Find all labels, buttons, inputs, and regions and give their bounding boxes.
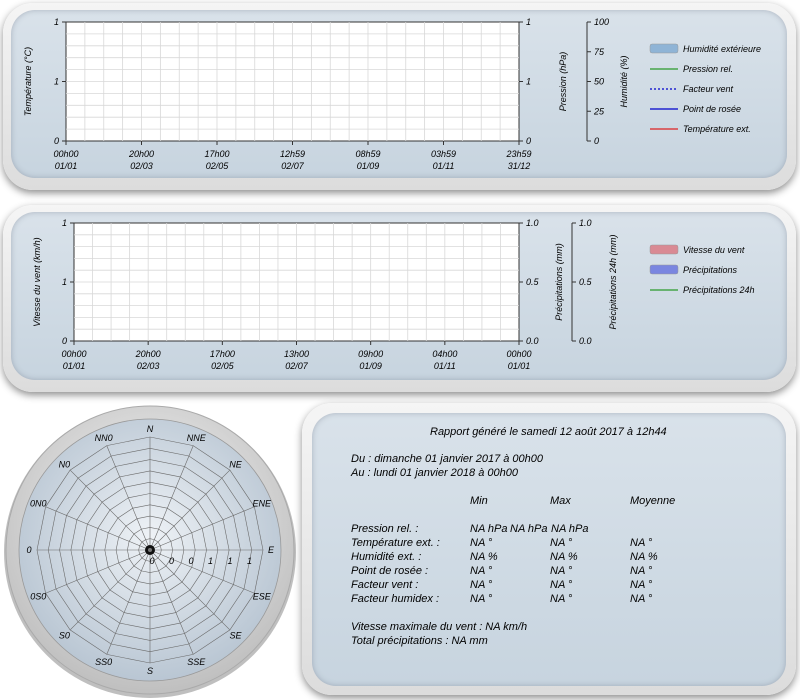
report-header-min: Min [470, 495, 488, 507]
rose-direction-label: N [146, 424, 154, 434]
report-row-max: NA ° [550, 565, 573, 577]
y-left-axis-title: Vitesse du vent (km/h) [32, 237, 42, 327]
rose-direction-label: E [267, 545, 275, 555]
x-tick-label-date: 02/05 [205, 161, 229, 171]
report-row-avg: NA % [630, 551, 658, 563]
legend-label: Précipitations 24h [683, 285, 755, 295]
rose-radial-tick-label: 0 [188, 556, 194, 566]
report-row-avg: NA ° [630, 565, 653, 577]
report-rain-total: Total précipitations : NA mm [351, 635, 488, 647]
x-tick-label-time: 00h00 [61, 349, 87, 359]
rose-direction-label: SS0 [95, 656, 113, 667]
rose-radial-tick-label: 0 [149, 556, 155, 566]
report-row-max: NA ° [550, 593, 573, 605]
rose-radial-tick-label: 0 [168, 556, 175, 566]
report-row-avg: NA ° [630, 537, 653, 549]
x-tick-label-time: 00h00 [506, 349, 532, 359]
x-tick-label-date: 01/01 [507, 361, 531, 371]
legend-label: Pression rel. [683, 64, 734, 74]
legend-label: Facteur vent [683, 84, 734, 94]
x-tick-label-date: 01/01 [54, 161, 78, 171]
x-tick-label-date: 01/09 [359, 361, 382, 371]
report-row-min: NA ° [470, 579, 493, 591]
rose-direction-label: SE [229, 630, 242, 641]
rose-direction-label: 0N0 [29, 498, 47, 509]
report-row-max: NA ° [550, 537, 573, 549]
x-tick-label-time: 03h59 [430, 149, 457, 159]
y-right1-axis-title: Pression (hPa) [558, 51, 568, 112]
x-tick-label-date: 02/07 [281, 161, 304, 171]
report-row-min: NA % [470, 551, 498, 563]
x-tick-label-time: 23h59 [506, 149, 532, 159]
x-tick-label-date: 01/11 [433, 361, 456, 371]
rose-radial-tick-label: 1 [227, 556, 233, 566]
rose-direction-label: SSE [187, 656, 206, 667]
x-tick-label-time: 20h00 [128, 149, 155, 159]
x-tick-label-date: 01/09 [356, 161, 380, 171]
report-period-from: Du : dimanche 01 janvier 2017 à 00h00 [351, 453, 544, 465]
x-tick-label-time: 04h00 [432, 349, 458, 359]
x-tick-label-date: 31/12 [507, 161, 531, 171]
y-right2-tick-label: 1.0 [579, 218, 592, 228]
report-row-max: NA % [550, 551, 578, 563]
report-row-avg: NA ° [630, 579, 653, 591]
y-right2-tick-label: 100 [594, 17, 610, 27]
x-tick-label-time: 17h00 [204, 149, 230, 159]
y-left-tick-label: 0 [53, 136, 59, 146]
report-row-label: Facteur humidex : [351, 593, 440, 605]
y-right2-tick-label: 75 [594, 46, 605, 57]
y-right1-tick-label: 0 [526, 136, 532, 146]
y-right2-tick-label: 0.5 [579, 277, 592, 287]
y-right1-tick-label: 1 [526, 76, 532, 87]
rose-direction-label: NN0 [94, 433, 113, 444]
x-tick-label-date: 02/03 [136, 361, 160, 371]
legend-label: Précipitations [683, 265, 738, 275]
report-row-min: NA ° [470, 537, 493, 549]
legend-label: Vitesse du vent [683, 245, 745, 255]
x-tick-label-time: 13h00 [283, 349, 310, 359]
y-right2-tick-label: 0.0 [579, 336, 592, 346]
y-left-axis-title: Température (°C) [23, 46, 33, 117]
x-tick-label-time: 00h00 [53, 149, 79, 159]
x-tick-label-time: 08h59 [355, 149, 381, 159]
report-row-label: Température ext. : [351, 537, 440, 549]
y-left-tick-label: 1 [61, 277, 67, 287]
y-right2-axis-title: Précipitations 24h (mm) [608, 234, 618, 330]
report-row-avg: NA ° [630, 593, 653, 605]
report-row-max: NA hPa [510, 523, 548, 535]
report-row-label: Humidité ext. : [351, 551, 422, 563]
report-header-avg: Moyenne [630, 495, 676, 507]
rose-radial-tick-label: 1 [207, 556, 214, 566]
report-row-min: NA hPa [470, 523, 508, 535]
y-left-tick-label: 1 [61, 218, 67, 228]
rose-radial-tick-label: 1 [246, 556, 253, 566]
y-right2-axis-title: Humidité (%) [619, 55, 629, 108]
rose-direction-label: S0 [58, 630, 70, 641]
y-right1-tick-label: 0.0 [526, 336, 539, 346]
x-tick-label-date: 02/05 [211, 361, 234, 371]
y-right2-tick-label: 0 [594, 136, 600, 146]
y-left-tick-label: 1 [53, 17, 59, 27]
x-tick-label-time: 20h00 [135, 349, 161, 359]
report-row-label: Facteur vent : [351, 579, 419, 591]
x-tick-label-date: 02/03 [130, 161, 153, 171]
y-right1-tick-label: 0.5 [526, 277, 539, 287]
rose-direction-label: ESE [252, 591, 271, 602]
legend-label: Température ext. [683, 124, 751, 134]
rose-direction-label: 0 [26, 545, 32, 555]
report-row-min: NA ° [470, 565, 493, 577]
y-right1-tick-label: 1.0 [526, 218, 539, 228]
x-tick-label-time: 17h00 [209, 349, 235, 359]
legend-label: Point de rosée [683, 104, 742, 114]
x-tick-label-time: 09h00 [358, 349, 384, 359]
rose-direction-label: NNE [186, 433, 206, 444]
report-header-max: Max [550, 495, 571, 507]
report-title: Rapport généré le samedi 12 août 2017 à 12h44 [430, 426, 667, 438]
rose-direction-label: NE [229, 459, 242, 470]
x-tick-label-date: 01/11 [432, 161, 455, 171]
report-row-max: NA ° [550, 579, 573, 591]
y-right2-tick-label: 25 [594, 106, 605, 117]
y-right1-axis-title: Précipitations (mm) [554, 243, 564, 321]
x-tick-label-date: 01/01 [62, 361, 86, 371]
y-left-tick-label: 1 [53, 76, 59, 87]
legend-label: Humidité extérieure [683, 44, 762, 54]
report-row-avg: NA hPa [551, 523, 589, 535]
report-period-to: Au : lundi 01 janvier 2018 à 00h00 [351, 467, 518, 479]
y-right2-tick-label: 50 [594, 76, 605, 87]
report-wind-max: Vitesse maximale du vent : NA km/h [351, 621, 528, 633]
rose-direction-label: ENE [252, 498, 272, 509]
report-row-min: NA ° [470, 593, 493, 605]
x-tick-label-time: 12h59 [279, 149, 306, 159]
rose-direction-label: 0S0 [30, 591, 47, 602]
report-row-label: Point de rosée : [351, 565, 429, 577]
rose-direction-label: S [146, 666, 154, 676]
rose-direction-label: N0 [58, 459, 71, 470]
x-tick-label-date: 02/07 [285, 361, 308, 371]
y-right1-tick-label: 1 [526, 17, 532, 27]
y-left-tick-label: 0 [61, 336, 67, 346]
report-row-label: Pression rel. : [351, 523, 419, 535]
